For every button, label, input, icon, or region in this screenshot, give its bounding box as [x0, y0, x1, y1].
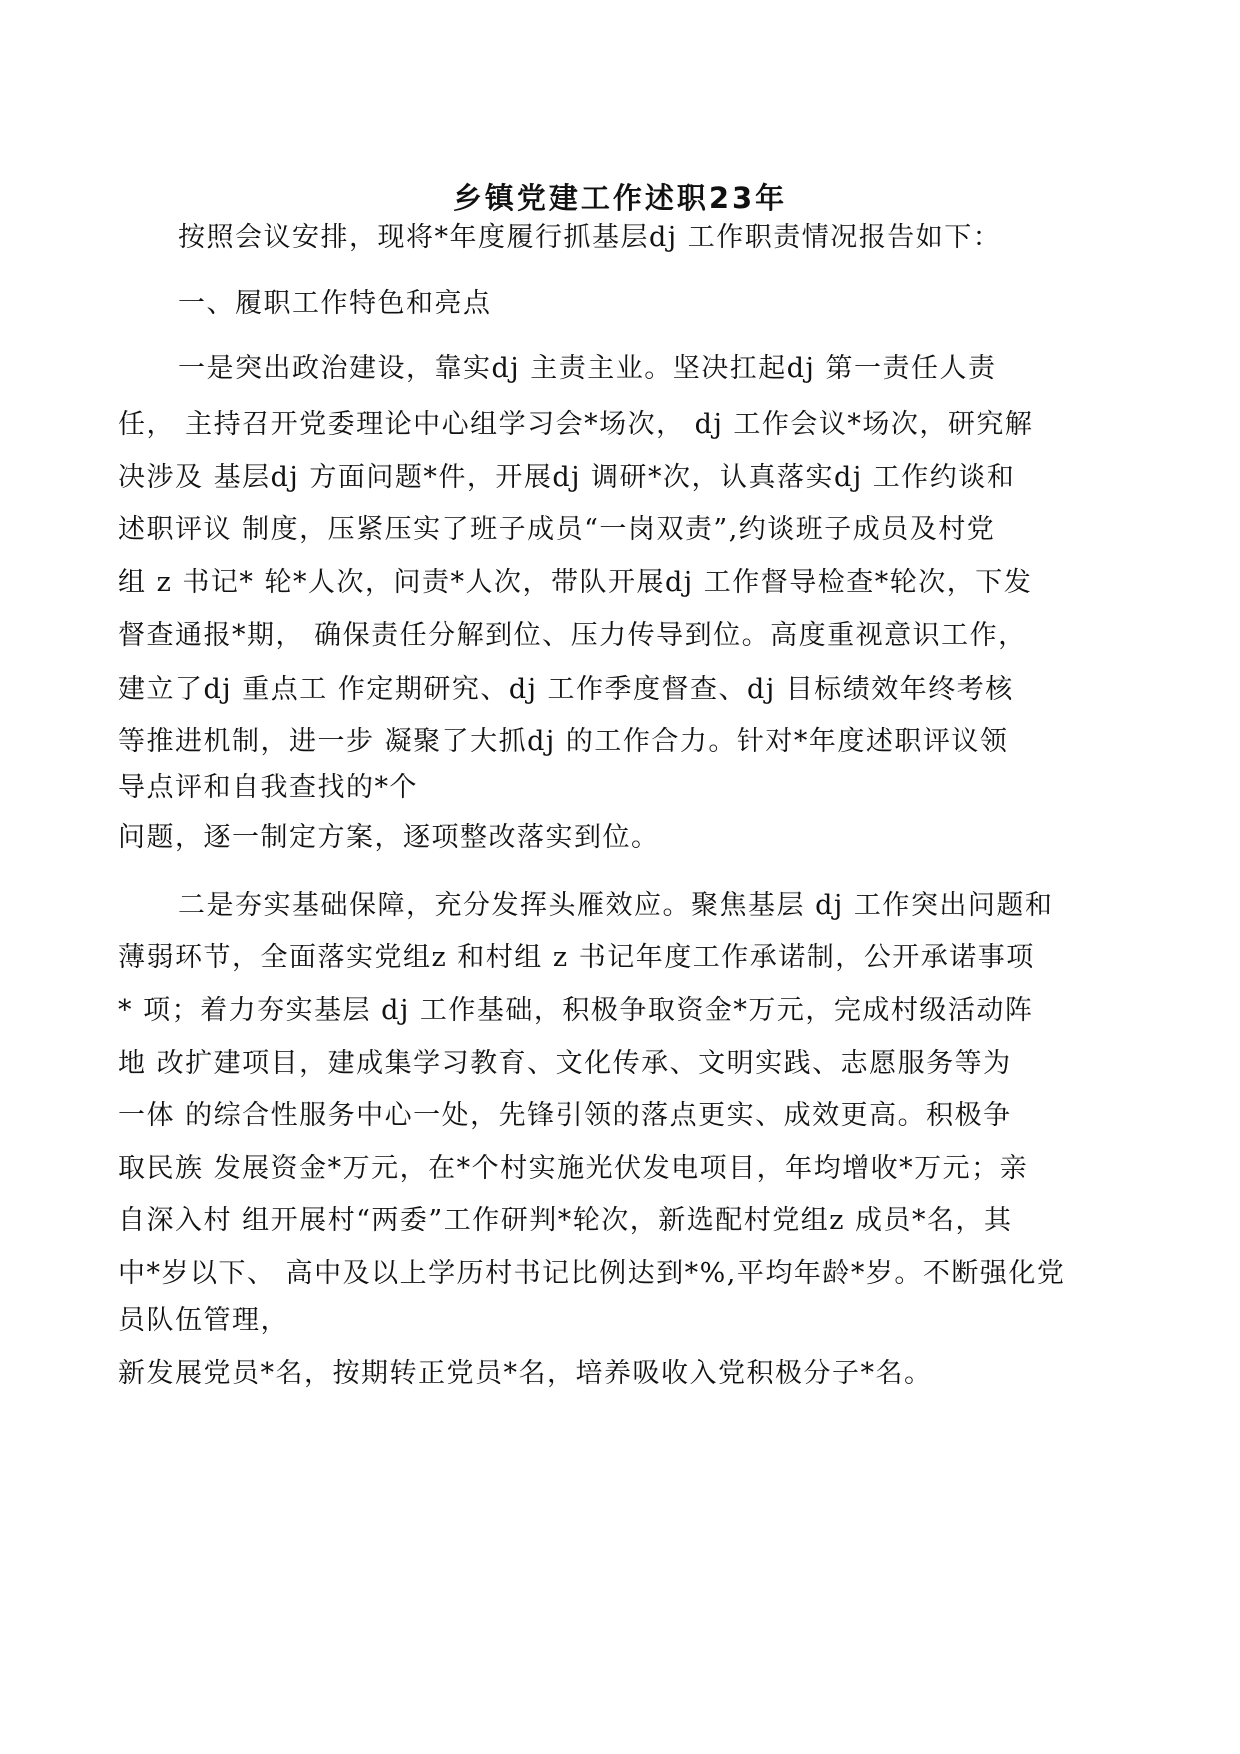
paragraph-1-line: 导点评和自我查找的*个 — [118, 772, 418, 803]
paragraph-2-line: 一体 的综合性服务中心一处，先锋引领的落点更实、成效更高。积极争 — [118, 1100, 1012, 1131]
paragraph-2-line: 员队伍管理， — [118, 1305, 289, 1336]
paragraph-2-line: 地 改扩建项目，建成集学习教育、文化传承、文明实践、志愿服务等为 — [118, 1048, 1012, 1079]
intro-paragraph: 按照会议安排，现将*年度履行抓基层dj 工作职责情况报告如下： — [178, 222, 1002, 253]
paragraph-1-line: 等推进机制，进一步 凝聚了大抓dj 的工作合力。针对*年度述职评议领 — [118, 726, 1009, 757]
paragraph-2-line: 取民族 发展资金*万元，在*个村实施光伏发电项目，年均增收*万元；亲 — [118, 1153, 1029, 1184]
paragraph-1-line: 一是突出政治建设，靠实dj 主责主业。坚决扛起dj 第一责任人责 — [178, 353, 997, 384]
paragraph-2-line: 中*岁以下、 高中及以上学历村书记比例达到*%,平均年龄*岁。不断强化党 — [118, 1258, 1066, 1289]
paragraph-2-line: * 项；着力夯实基层 dj 工作基础，积极争取资金*万元，完成村级活动阵 — [118, 995, 1034, 1026]
paragraph-1-line: 建立了dj 重点工 作定期研究、dj 工作季度督查、dj 目标绩效年终考核 — [118, 674, 1014, 705]
paragraph-2-line: 薄弱环节，全面落实党组z 和村组 z 书记年度工作承诺制，公开承诺事项 — [118, 942, 1035, 973]
paragraph-1-line: 组 z 书记* 轮*人次，问责*人次，带队开展dj 工作督导检查*轮次，下发 — [118, 567, 1033, 598]
paragraph-1-line: 述职评议 制度，压紧压实了班子成员“一岗双责”,约谈班子成员及村党 — [118, 514, 996, 545]
paragraph-1-line: 问题，逐一制定方案，逐项整改落实到位。 — [118, 822, 660, 853]
paragraph-2-line: 二是夯实基础保障，充分发挥头雁效应。聚焦基层 dj 工作突出问题和 — [178, 890, 1054, 921]
paragraph-1-line: 决涉及 基层dj 方面问题*件，开展dj 调研*次，认真落实dj 工作约谈和 — [118, 462, 1016, 493]
paragraph-2-line: 自深入村 组开展村“两委”工作研判*轮次，新选配村党组z 成员*名，其 — [118, 1205, 1013, 1236]
paragraph-1-line: 督查通报*期， 确保责任分解到位、压力传导到位。高度重视意识工作， — [118, 620, 1027, 651]
paragraph-2-line: 新发展党员*名，按期转正党员*名，培养吸收入党积极分子*名。 — [118, 1358, 933, 1389]
paragraph-1-line: 任， 主持召开党委理论中心组学习会*场次， dj 工作会议*场次，研究解 — [118, 409, 1034, 440]
document-title: 乡镇党建工作述职23年 — [452, 181, 788, 215]
section-heading: 一、履职工作特色和亮点 — [178, 288, 492, 319]
